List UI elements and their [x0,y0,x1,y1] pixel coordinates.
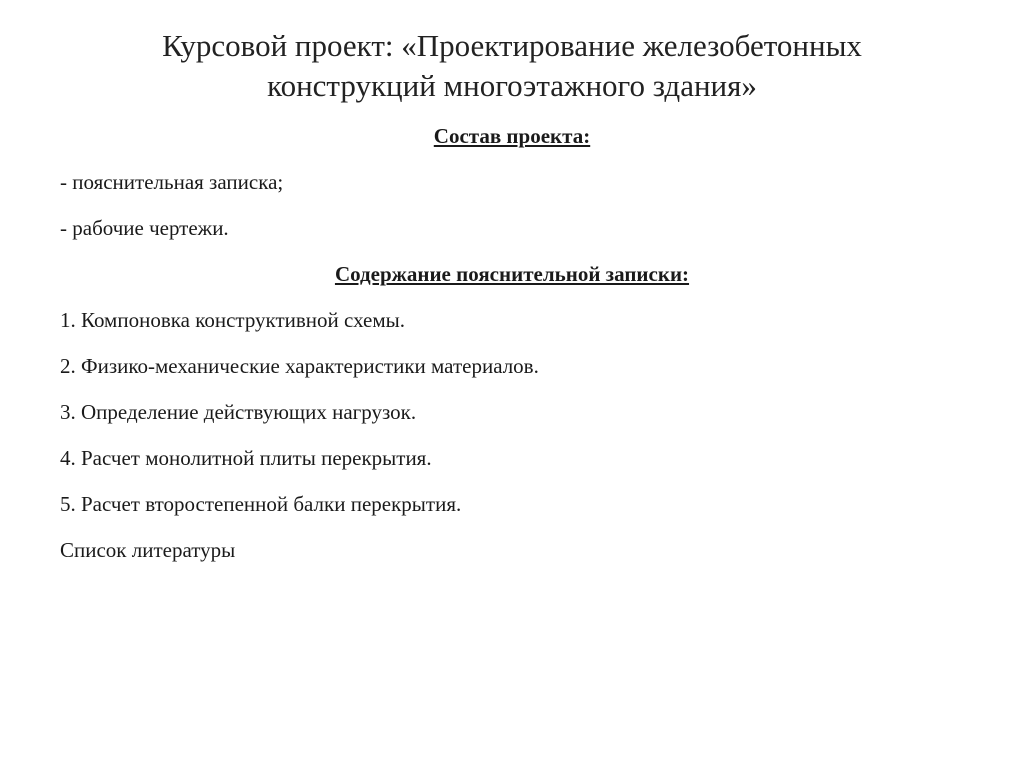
references-item: Список литературы [60,538,236,562]
contents-item: 5. Расчет второстепенной балки перекрытия. [60,492,462,516]
slide-title-line-1: Курсовой проект: «Проектирование железобетонных [162,28,862,63]
composition-heading: Состав проекта: [433,124,591,148]
contents-item: 3. Определение действующих нагрузок. [60,400,417,424]
composition-item: - пояснительная записка; [60,170,284,194]
contents-heading: Содержание пояснительной записки: [334,262,690,286]
contents-item: 2. Физико-механические характеристики материалов. [60,354,539,378]
contents-item: 4. Расчет монолитной плиты перекрытия. [60,446,432,470]
contents-item: 1. Компоновка конструктивной схемы. [60,308,406,332]
composition-item: - рабочие чертежи. [60,216,229,240]
slide-title-line-2: конструкций многоэтажного здания» [267,68,757,103]
slide-title [0,26,1024,106]
